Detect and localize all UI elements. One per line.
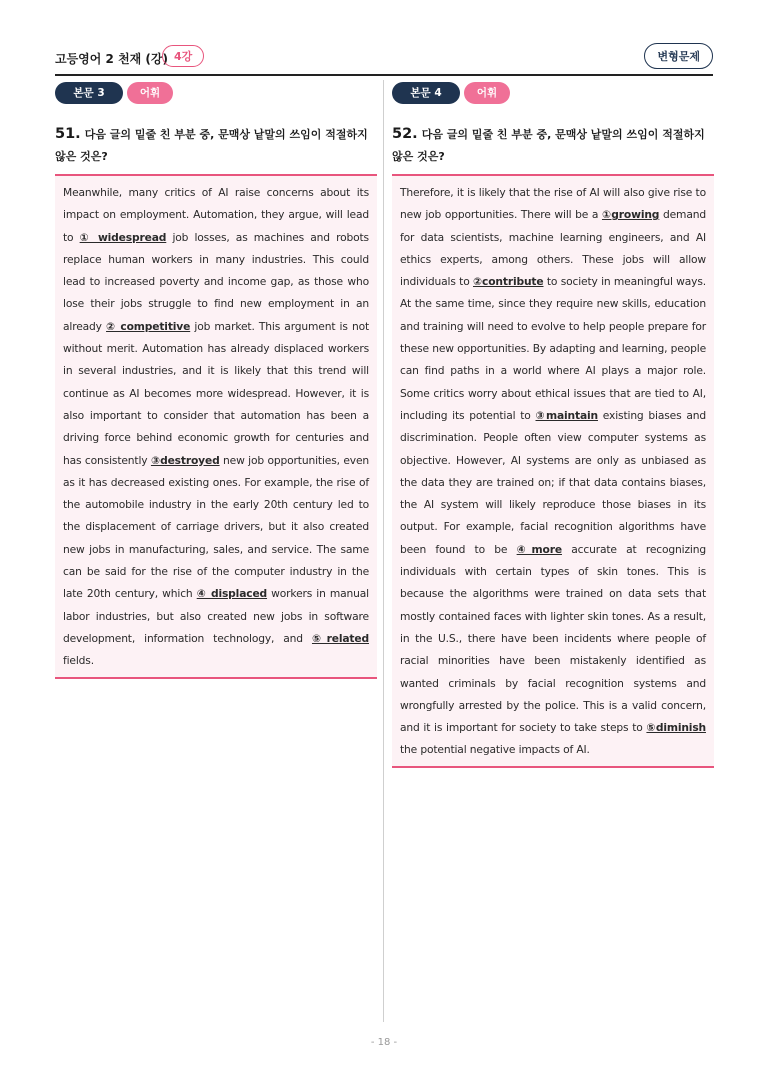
option-3: ③maintain [535, 408, 598, 422]
option-2: ②contribute [473, 275, 544, 289]
page-header [55, 40, 713, 76]
question-51-column [55, 82, 377, 679]
passage-box [55, 176, 377, 679]
option-4: ④ displaced [196, 587, 268, 601]
option-3: ③destroyed [150, 453, 220, 467]
book-title: 고등영어 2 천재 (강) [55, 52, 168, 66]
question-prompt [392, 123, 714, 168]
question-type-badge: 변형문제 [644, 43, 713, 69]
question-prompt [55, 123, 377, 168]
lesson-badge: 4강 [162, 45, 204, 67]
question-52-column [392, 82, 714, 768]
question-text: 다음 글의 밑줄 친 부분 중, 문맥상 낱말의 쓰임이 적절하지 않은 것은? [392, 128, 705, 163]
passage-tag: 본문 3 [55, 82, 123, 104]
option-1: ①growing [601, 208, 660, 222]
tag-row [392, 82, 714, 104]
passage-text: Therefore, it is likely that the rise of AI will also give rise to new job opportunities. There will be a ①growing demand for data scientists, machine learning engineers, and AI ethics experts, among others. These jobs will allow individuals to ②contribute to society in meaningful ways. At the same time, since they require new skills, education and training will need to evolve to help people prepare for these new opportunities. By adapting and learning, people can find paths in a world where AI plays a major role. Some critics worry about ethical issues that are tied to AI, including its potential to ③maintain existing biases and discrimination. People often view computer systems as objective. However, AI systems are only as unbiased as the data they are trained on; if that data contains biases, the AI system will likely reproduce those biases in its output. For example, facial recognition algorithms have been found to be ④more accurate at recognizing individuals with certain types of skin tones. This is because the algorithms were trained on data sets that mostly contained faces with lighter skin tones. As a result, in the U.S., there have been incidents where people of racial minorities have been mistakenly identified as wanted criminals by facial recognition systems and wrongfully arrested by the police. This is a valid concern, and it is important for society to take steps to ⑤diminish the potential negative impacts of AI. [400, 186, 707, 757]
question-number: 51. [55, 126, 81, 142]
passage-tag: 본문 4 [392, 82, 460, 104]
option-5: ⑤related [311, 631, 369, 645]
question-text: 다음 글의 밑줄 친 부분 중, 문맥상 낱말의 쓰임이 적절하지 않은 것은? [55, 128, 368, 163]
question-number: 52. [392, 126, 418, 142]
passage-text: Meanwhile, many critics of AI raise concerns about its impact on employment. Automation, they argue, will lead to ① widespread job losses, as machines and robots replace human workers in many industries. This could lead to increased poverty and income gap, as those who lose their jobs struggle to find new employment in an already ② competitive job market. This argument is not without merit. Automation has already displaced workers in several industries, and it is likely that this trend will continue as AI becomes more widespread. However, it is also important to consider that automation has been a driving force behind economic growth for centuries and has consistently ③destroyed new job opportunities, even as it has decreased existing ones. For example, the rise of the automobile industry in the early 20th century led to the displacement of carriage drivers, but it also created new jobs in manufacturing, sales, and service. The same can be said for the rise of the computer industry in the late 20th century, which ④ displaced workers in manual labor industries, but also created new jobs in software development, information technology, and ⑤related fields. [63, 186, 370, 668]
column-divider [383, 80, 384, 1022]
option-4: ④more [516, 542, 562, 556]
category-tag: 어휘 [464, 82, 510, 104]
page-number: - 18 - [370, 1037, 398, 1048]
option-5: ⑤diminish [646, 721, 706, 735]
option-1: ① widespread [79, 230, 167, 244]
category-tag: 어휘 [127, 82, 173, 104]
option-2: ② competitive [106, 319, 191, 333]
tag-row [55, 82, 377, 104]
passage-box [392, 176, 714, 768]
